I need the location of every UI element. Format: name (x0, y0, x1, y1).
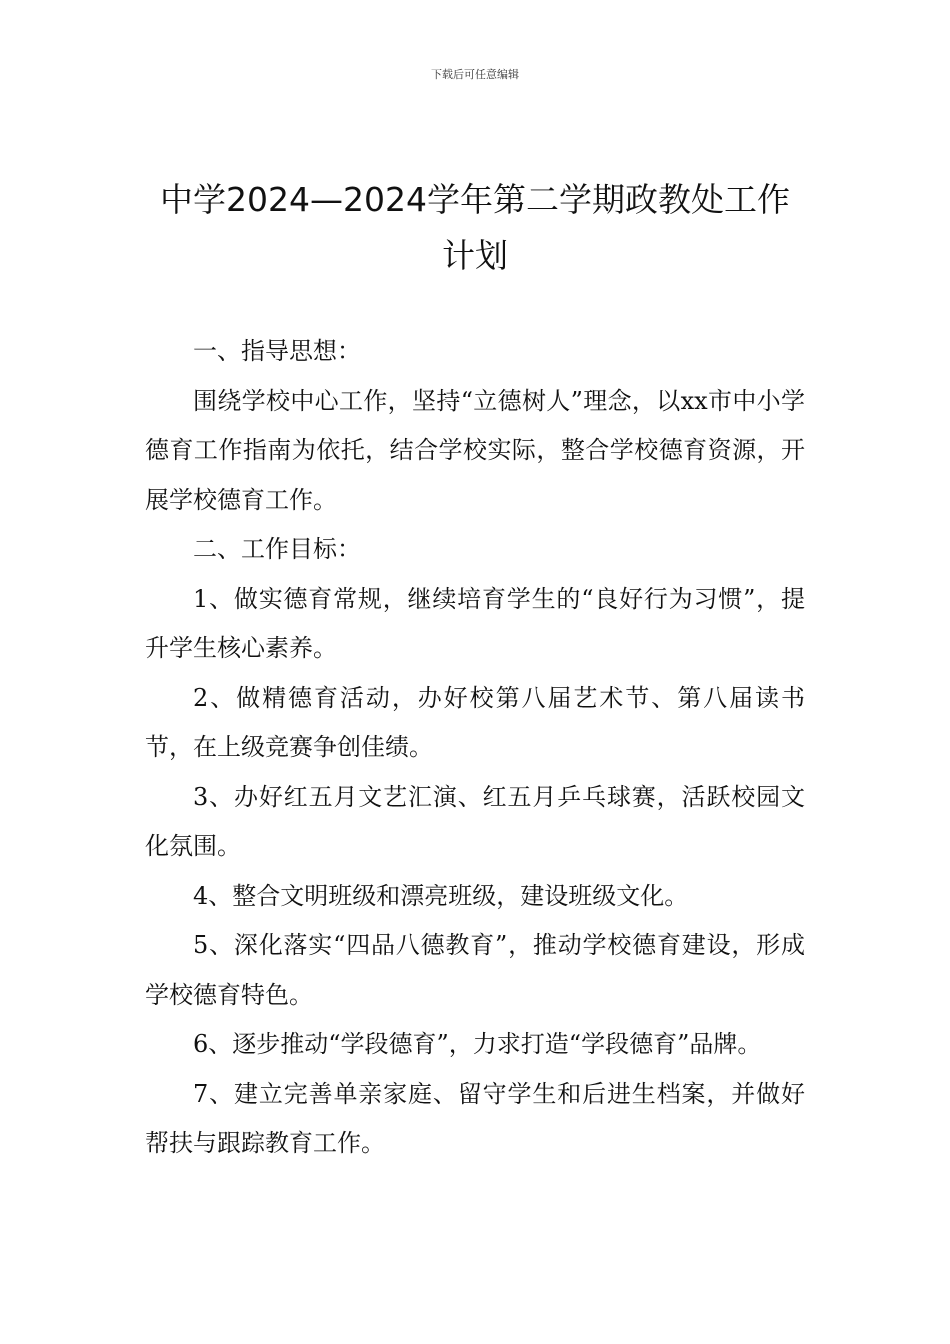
document-body (145, 327, 805, 1169)
goal-item-2: 2、做精德育活动，办好校第八届艺术节、第八届读书节，在上级竞赛争创佳绩。 (145, 683, 805, 761)
section-heading-work-goals: 二、工作目标： (193, 535, 361, 563)
goal-item-7: 7、建立完善单亲家庭、留守学生和后进生档案，并做好帮扶与跟踪教育工作。 (145, 1079, 805, 1157)
goal-item-3: 3、办好红五月文艺汇演、红五月乒乓球赛，活跃校园文化氛围。 (145, 782, 805, 860)
goal-item-1: 1、做实德育常规，继续培育学生的“良好行为习惯”，提升学生核心素养。 (145, 584, 805, 662)
goal-item-5: 5、深化落实“四品八德教育”，推动学校德育建设，形成学校德育特色。 (145, 931, 805, 1009)
section-heading-guiding-thought: 一、指导思想： (193, 337, 361, 365)
goal-item-6: 6、逐步推动“学段德育”，力求打造“学段德育”品牌。 (193, 1030, 762, 1058)
page-header-note: 下载后可任意编辑 (431, 68, 519, 81)
document-title: 中学2024—2024学年第二学期政教处工作计划 (160, 180, 790, 275)
goal-item-4: 4、整合文明班级和漂亮班级，建设班级文化。 (193, 881, 689, 910)
paragraph-guiding-thought: 围绕学校中心工作，坚持“立德树人”理念，以xx市中小学德育工作指南为依托，结合学校实际，整合学校德育资源，开展学校德育工作。 (145, 386, 805, 514)
